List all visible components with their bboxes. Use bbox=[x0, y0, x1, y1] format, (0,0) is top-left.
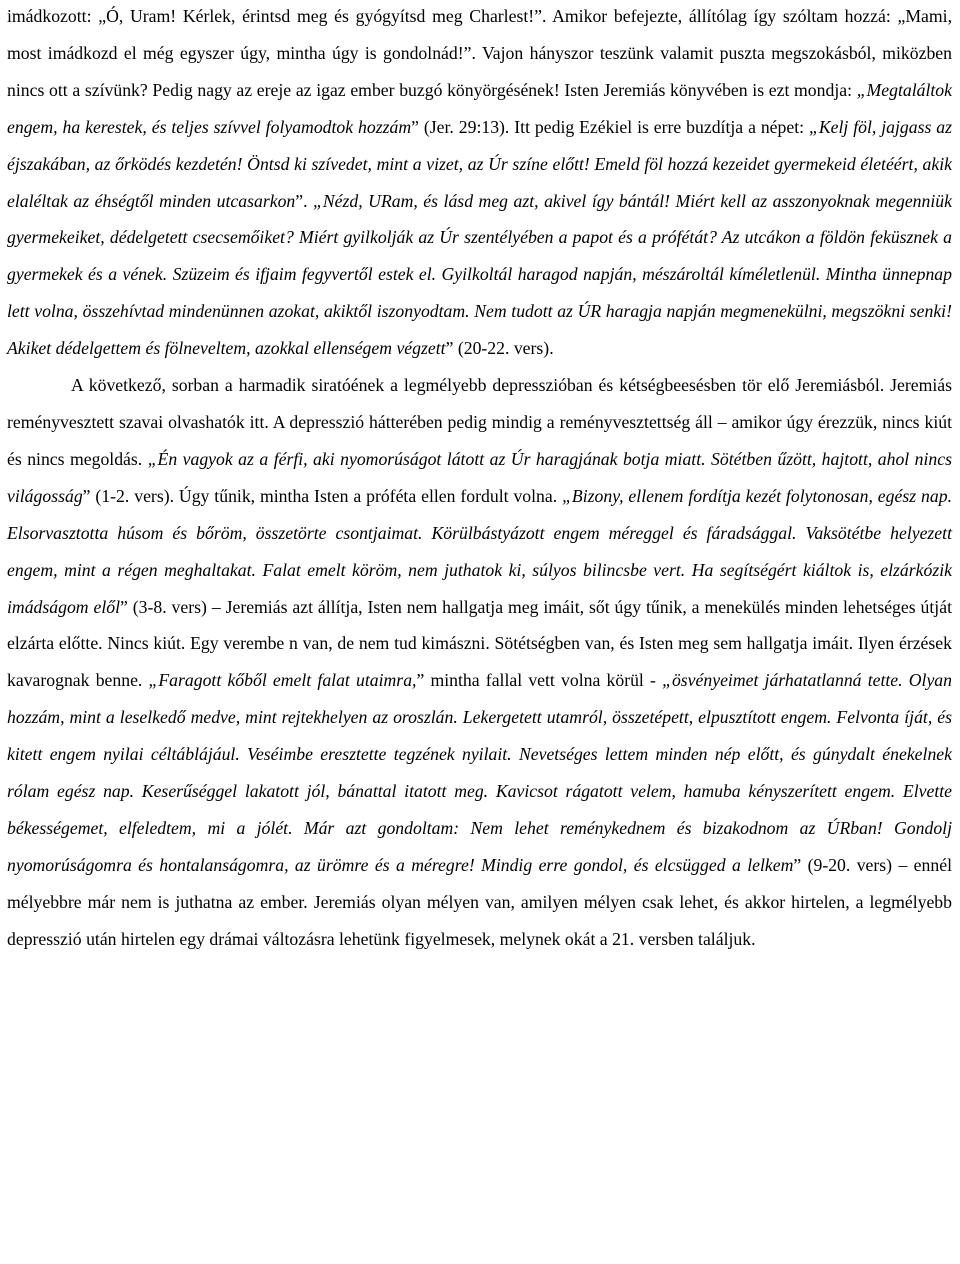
paragraph-prayer bbox=[7, 0, 952, 367]
quote-segment: „Bizony, ellenem fordítja kezét folytonosan, egész nap. Elsorvasztotta húsom és bőröm, összetörte csontjaimat. Körülbástyázott engem méreggel és fáradsággal. Vaksötétbe helyezett engem, mint a régen meghaltakat. Falat emelt köröm, nem juthatok ki, súlyos bilincsbe vert. Ha segítségért kiáltok is, elzárkózik imádságom elől bbox=[7, 485, 952, 617]
quote-segment: Emeld föl hozzá kezeidet gyermekeid életéért, akik elaléltak az éhségtől minden utcasarkon bbox=[7, 153, 953, 211]
quote-segment: „Nézd, URam, és lásd meg azt, akivel így bántál! Miért kell az asszonyoknak megenniük gyermekeiket, dédelgetett csecsemőiket? Miért gyilkolják az Úr szentélyében a papot és a prófétát? Az utcákon a földön feküsznek a gyermekek és a vének. Szüzeim és ifjaim fegyvertől estek el. Gyilkoltál haragod napján, mészároltál kíméletlenül. Mintha ünnepnap lett volna, összehívtad mindenünnen azokat, akiktől iszonyodtam. Nem tudott az ÚR haragja napján megmenekülni, megszökni senki! Akiket dédelgettem és fölneveltem, azokkal ellenségem végzett bbox=[7, 190, 952, 359]
text-segment: ” mintha fallal vett volna körül - bbox=[416, 670, 663, 691]
quote-segment: „ösvényeimet járhatatlanná tette. Olyan hozzám, mint a leselkedő medve, mint rejtekhelyen az oroszlán. Lekergetett utamról, összetépett, elpusztított engem. Felvonta íját, és kitett engem nyilai céltáblájául. Veséimbe eresztette tegzének nyilait. Nevetséges lettem minden nép előtt, és gúnydalt énekelnek rólam egész nap. Keserűséggel lakatott jól, bánattal itatott meg. Kavicsot rágatott velem, hamuba kényszerített engem. Elvette békességemet, elfeledtem, mi a jólét. Már azt gondoltam: Nem lehet reménykednem és bizakodnom az ÚRban! Gondolj nyomorúságomra és hontalanságomra, az ürömre és a méregre! Mindig erre gondol, és elcsügged a lelkem bbox=[7, 670, 952, 875]
quote-segment: „Kelj föl, jajgass az éjszakában, az őrködés kezdetén! Öntsd ki szívedet, mint a vizet, az Úr színe előtt! bbox=[7, 116, 952, 174]
text-segment: ” (20-22. vers). bbox=[445, 338, 554, 359]
quote-segment: „Faragott kőből emelt falat utaimra, bbox=[148, 670, 417, 691]
quote-segment: „Én vagyok az a férfi, aki nyomorúságot látott az Úr haragjának botja miatt. Sötétben űzött, hajtott, ahol nincs világosság bbox=[7, 448, 952, 506]
text-segment: ” (Jer. 29:13). Itt pedig Ezékiel is erre buzdítja a népet: bbox=[411, 116, 809, 137]
quote-segment: „Megtaláltok engem, ha kerestek, és teljes szívvel folyamodtok hozzám bbox=[7, 79, 952, 137]
text-segment: imádkozott: „Ó, Uram! Kérlek, érintsd meg és gyógyítsd meg Charlest!”. Amikor befejezte, állítólag így szóltam hozzá: „Mami, most imádkozd el még egyszer úgy, mintha úgy is gondolnád!”. Vajon hányszor teszünk valamit puszta megszokásból, miközben nincs ott a szívünk? Pedig nagy az ereje az igaz ember buzgó könyörgésének! Isten Jeremiás könyvében is ezt mondja: bbox=[7, 6, 952, 100]
text-segment: ” (1-2. vers). Úgy tűnik, mintha Isten a próféta ellen fordult volna. bbox=[82, 485, 563, 506]
text-segment: ” (9-20. vers) – ennél mélyebbre már nem is juthatna az ember. Jeremiás olyan mélyen van, amilyen mélyen csak lehet, és akkor hirtelen, a legmélyebb depresszió után hirtelen egy drámai változásra lehetünk figyelmesek, melynek okát a 21. versben találjuk. bbox=[7, 854, 952, 949]
text-segment: ” (3-8. vers) – Jeremiás azt állítja, Isten nem hallgatja meg imáit, sőt úgy tűnik, a menekülés minden lehetséges útját elzárta előtte. Nincs kiút. Egy verembe n van, de nem tud kimászni. Sötétségben van, és Isten meg sem hallgatja imáit. Ilyen érzések kavarognak benne. bbox=[7, 596, 952, 691]
paragraph-lamentation bbox=[7, 367, 952, 958]
text-segment: ”. bbox=[295, 190, 314, 211]
text-segment: A következő, sorban a harmadik siratóének a legmélyebb depresszióban és kétségbeesésben tör elő Jeremiásból. Jeremiás reményvesztett szavai olvashatók itt. A depresszió hátterében pedig mindig a reményvesztettség áll – amikor úgy érezzük, nincs kiút és nincs megoldás. bbox=[7, 375, 952, 469]
